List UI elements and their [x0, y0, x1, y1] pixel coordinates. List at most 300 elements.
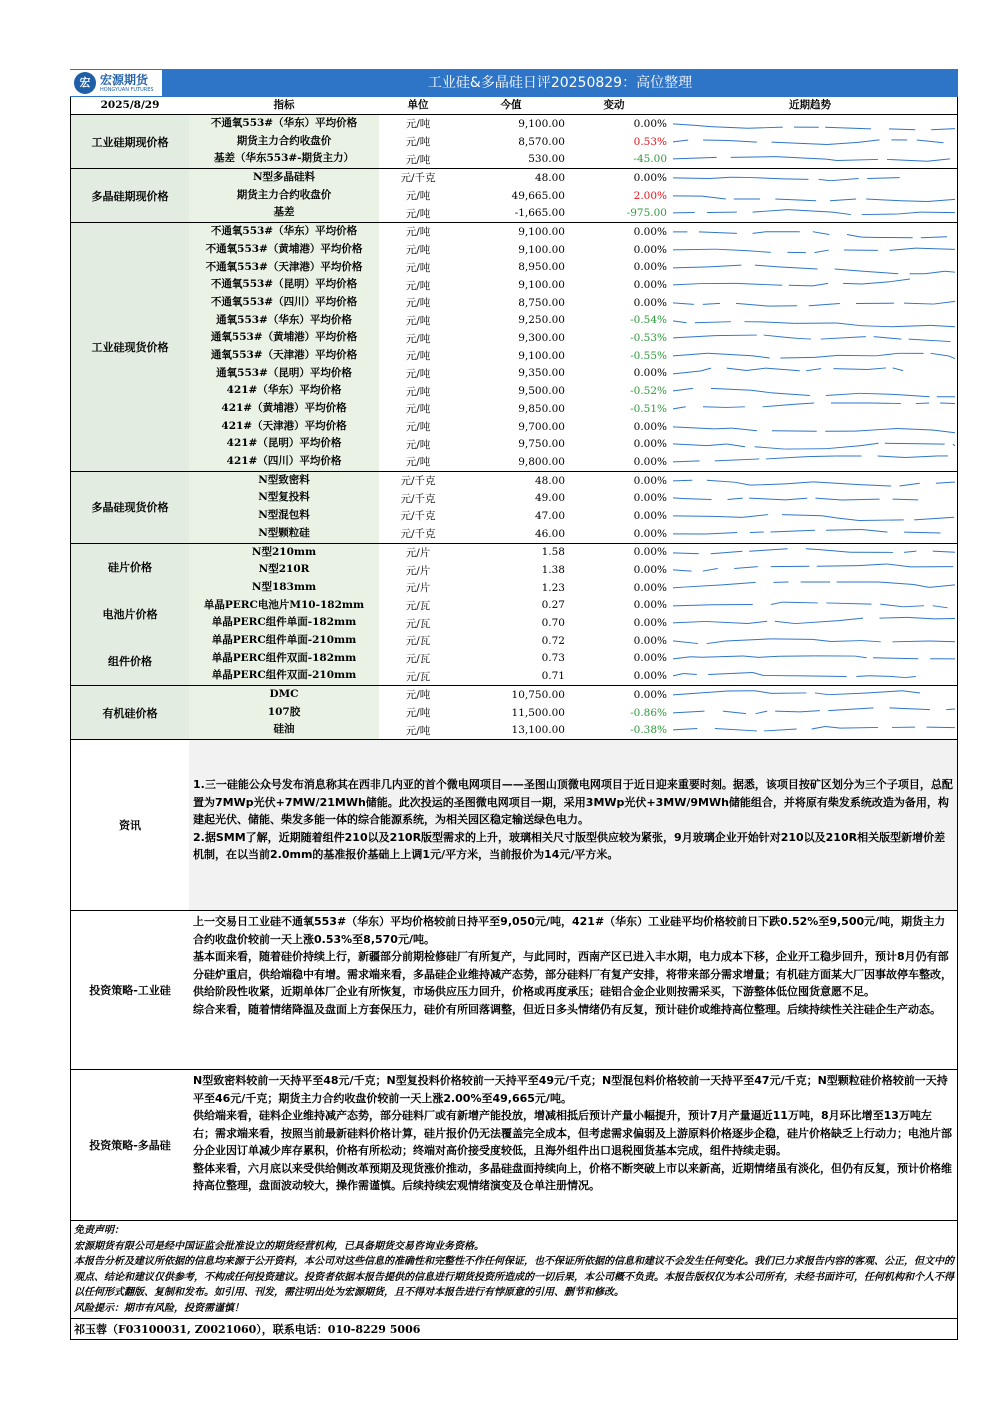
trend-segment	[746, 368, 765, 370]
trend-segment	[709, 177, 731, 178]
trend-segment	[835, 268, 865, 270]
trend-cell	[671, 418, 957, 436]
indicator-value: 1.23	[541, 581, 565, 594]
trend-segment	[905, 456, 936, 458]
indicator-name: N型210mm	[189, 544, 379, 562]
indicator-unit: 元/吨	[405, 226, 431, 239]
indicator-value: 0.73	[541, 652, 565, 665]
indicator-value: 9,100.00	[518, 279, 565, 292]
indicator-value: 9,100.00	[518, 349, 565, 362]
trend-segment	[880, 618, 908, 619]
indicator-change: 0.00%	[633, 581, 667, 594]
indicator-value: 530.00	[528, 153, 565, 166]
indicator-name: 421#（四川）平均价格	[189, 453, 379, 471]
trend-segment	[731, 157, 776, 158]
trend-segment	[847, 235, 862, 238]
trend-segment	[907, 618, 934, 619]
indicator-name: 通氧553#（黄埔港）平均价格	[189, 329, 379, 347]
trend-segment	[860, 394, 896, 395]
trend-segment	[756, 711, 768, 714]
trend-segment	[840, 728, 878, 729]
trend-segment	[785, 338, 799, 339]
trend-segment	[771, 602, 782, 604]
trend-segment	[727, 444, 745, 447]
trend-segment	[695, 321, 731, 322]
trend-segment	[826, 603, 871, 604]
indicator-name: 期货主力合约收盘价	[189, 133, 379, 151]
trend-segment	[736, 284, 782, 286]
trend-segment	[831, 641, 861, 642]
indicator-value: 48.00	[534, 474, 565, 487]
trend-segment	[890, 248, 916, 250]
risk-warning: 风险提示：期市有风险，投资需谨慎！	[74, 1302, 244, 1314]
trend-segment	[953, 444, 955, 446]
trend-segment	[795, 621, 839, 624]
trend-cell	[671, 133, 957, 151]
trend-segment	[930, 641, 955, 642]
disclaimer-line: 本报告分析及建议所依据的信息均来源于公开资料，本公司对这些信息的准确性和完整性不作任何保证，也不保证所依据的信息和建议不会发生任何变化。我们已力求报告内容的客观、公正，但文中的观点、结论和建议仅供参考，不构成任何投资建议。投资者依据本报告提供的信息进行期货投资所造成的一切后果，本公司概不负责。本报告版权仅为本公司所有，未经书面许可，任何机构和个人不得以任何形式翻版、复制和发布。如引用、刊发，需注明出处为宏源期货，且不得对本报告进行有悖原意的引用、删节和修改。	[74, 1256, 954, 1299]
trend-segment	[748, 127, 783, 128]
trend-sparkline	[671, 597, 957, 615]
indicator-name: 硅油	[189, 721, 379, 739]
trend-segment	[710, 127, 748, 129]
trend-segment	[762, 321, 795, 323]
news-category: 资讯	[119, 819, 141, 833]
indicator-name: N型183mm	[189, 579, 379, 597]
strategy-paragraph: 综合来看，随着情绪降温及盘面上方套保压力，硅价有所回落调整，但近日多头情绪仍有反复，预计硅价或维持高位整理。后续持续性关注硅企生产动态。	[193, 1002, 941, 1016]
trend-segment	[699, 232, 712, 233]
trend-segment	[867, 691, 902, 693]
indicator-unit: 元/吨	[405, 456, 431, 469]
trend-sparkline	[671, 365, 957, 383]
trend-segment	[746, 250, 770, 252]
table-row	[189, 223, 957, 241]
trend-segment	[839, 618, 863, 621]
trend-segment	[934, 301, 955, 304]
indicator-value: 9,350.00	[518, 367, 565, 380]
trend-segment	[673, 552, 699, 553]
trend-segment	[752, 356, 770, 358]
indicator-change: 0.00%	[633, 367, 667, 380]
indicator-name: 不通氧553#（天津港）平均价格	[189, 259, 379, 277]
trend-segment	[711, 551, 743, 553]
indicator-unit: 元/吨	[405, 421, 431, 434]
trend-sparkline	[671, 382, 957, 400]
indicator-change: 0.00%	[633, 634, 667, 647]
table-row	[189, 382, 957, 400]
trend-segment	[916, 403, 929, 404]
table-row	[189, 150, 957, 168]
trend-sparkline	[671, 150, 957, 168]
disclaimer-title: 免责声明：	[74, 1225, 124, 1237]
indicator-unit: 元/吨	[405, 279, 431, 292]
trend-segment	[789, 285, 813, 286]
trend-segment	[673, 158, 717, 159]
trend-segment	[729, 140, 757, 142]
trend-segment	[899, 483, 919, 486]
logo-text: 宏源期货	[100, 72, 149, 87]
trend-cell	[671, 241, 957, 259]
trend-segment	[772, 142, 801, 143]
trend-segment	[723, 711, 746, 714]
trend-segment	[734, 482, 750, 485]
trend-segment	[772, 639, 813, 640]
trend-segment	[755, 691, 772, 694]
indicator-name: 不通氧553#（昆明）平均价格	[189, 276, 379, 294]
trend-sparkline	[671, 489, 957, 507]
section-category	[71, 544, 189, 686]
indicator-change: 0.00%	[633, 688, 667, 701]
trend-segment	[867, 178, 899, 179]
indicator-name: 107胶	[189, 704, 379, 722]
trend-segment	[784, 179, 808, 180]
strategy-paragraph: 整体来看，六月底以来受供给侧改革预期及现货涨价推动，多晶硅盘面持续向上，价格不断突破上市以来新高，近期情绪虽有淡化，但仍有反复，预计价格维持高位整理，盘面波动较大，操作需谨慎。后续持续宏观情绪演变及仓单注册情况。	[193, 1161, 952, 1193]
trend-segment	[893, 368, 903, 371]
price-section	[70, 169, 958, 223]
indicator-change: 0.00%	[633, 420, 667, 433]
report-date: 2025/8/29	[100, 99, 160, 111]
trend-segment	[715, 335, 757, 336]
trend-segment	[874, 337, 902, 339]
news-body	[189, 740, 957, 910]
trend-segment	[753, 210, 788, 212]
trend-segment	[673, 178, 709, 179]
table-row	[189, 329, 957, 347]
trend-sparkline	[671, 259, 957, 277]
trend-segment	[897, 213, 921, 215]
indicator-unit: 元/片	[405, 564, 431, 577]
table-row	[189, 632, 957, 650]
trend-segment	[828, 693, 867, 695]
trend-segment	[878, 456, 906, 458]
trend-segment	[837, 323, 861, 326]
trend-sparkline	[671, 241, 957, 259]
trend-segment	[925, 271, 945, 273]
trend-segment	[800, 710, 820, 711]
table-row	[189, 721, 957, 739]
trend-cell	[671, 276, 957, 294]
section-category: 工业硅期现价格	[71, 115, 189, 168]
trend-segment	[755, 265, 779, 267]
strategy-paragraph: N型致密料较前一天持平至48元/千克；N型复投料价格较前一天持平至49元/千克；N型混包料价格较前一天持平至47元/千克；N型颗粒硅价格较前一天持平至46元/千克；期货主力合约收盘价较前一天上涨2.00%至49,665元/吨。	[193, 1074, 948, 1105]
trend-cell	[671, 115, 957, 133]
strategy-poly-body	[189, 1070, 957, 1220]
section-sublabel: 电池片价格	[102, 608, 158, 622]
trend-cell	[671, 507, 957, 525]
indicator-unit: 元/吨	[405, 190, 431, 203]
trend-segment	[896, 395, 930, 397]
trend-segment	[909, 339, 951, 341]
indicator-change: 0.00%	[633, 509, 667, 522]
trend-segment	[770, 530, 814, 532]
indicator-unit: 元/吨	[405, 118, 431, 131]
trend-cell	[671, 721, 957, 739]
indicator-unit: 元/瓦	[405, 670, 431, 683]
price-section	[70, 544, 958, 687]
trend-segment	[931, 353, 949, 356]
trend-sparkline	[671, 276, 957, 294]
report-sheet	[70, 69, 958, 1340]
indicator-value: 9,500.00	[518, 385, 565, 398]
trend-sparkline	[671, 667, 957, 685]
indicator-value: 9,850.00	[518, 402, 565, 415]
indicator-unit: 元/吨	[405, 297, 431, 310]
trend-segment	[766, 368, 800, 371]
trend-segment	[813, 482, 859, 485]
indicator-change: 0.00%	[633, 243, 667, 256]
trend-segment	[855, 428, 897, 431]
trend-cell	[671, 544, 957, 562]
trend-segment	[749, 548, 787, 551]
trend-segment	[673, 622, 705, 623]
trend-segment	[711, 389, 751, 391]
trend-cell	[671, 579, 957, 597]
indicator-change: 0.00%	[633, 296, 667, 309]
trend-segment	[673, 444, 707, 446]
trend-sparkline	[671, 686, 957, 704]
trend-segment	[860, 444, 879, 446]
trend-segment	[673, 140, 688, 142]
indicator-value: 47.00	[534, 509, 565, 522]
trend-segment	[673, 480, 692, 481]
trend-segment	[804, 676, 847, 677]
indicator-unit: 元/瓦	[405, 617, 431, 630]
indicator-value: 1.58	[541, 546, 565, 559]
trend-segment	[914, 584, 930, 587]
trend-segment	[927, 159, 950, 161]
trend-segment	[887, 564, 911, 567]
trend-cell	[671, 150, 957, 168]
trend-sparkline	[671, 525, 957, 543]
indicator-change: 0.53%	[633, 135, 667, 148]
trend-segment	[856, 676, 868, 677]
indicator-change: 2.00%	[633, 189, 667, 202]
trend-segment	[749, 499, 786, 501]
trend-cell	[671, 561, 957, 579]
trend-segment	[876, 353, 898, 356]
indicator-change: 0.00%	[633, 474, 667, 487]
trend-segment	[869, 676, 890, 677]
col-value-header: 今值	[500, 99, 522, 111]
trend-cell	[671, 223, 957, 241]
indicator-change: -975.00	[626, 207, 667, 220]
strategy-paragraph: 基本面来看，随着硅价持续上行，新疆部分前期检修硅厂有所复产，与此同时，西南产区已进入丰水期，电力成本下移，企业开工稳步回升，预计8月仍有部分硅炉重启，供给端稳中有增。需求端来看，多晶硅企业维持减产态势，部分硅料厂有复产安排，将带来部分需求增量；有机硅方面某大厂因事故停车整改，供给阶段性收紧，近期单体厂企业有所恢复，市场供应压力回升，价格或再度承压；硅铝合金企业则按需采买，下游整体低位囤货意愿不足。	[193, 950, 952, 999]
section-sublabel: 组件价格	[108, 655, 152, 669]
indicator-unit: 元/吨	[405, 207, 431, 220]
indicator-change: -45.00	[633, 153, 667, 166]
trend-cell	[671, 365, 957, 383]
trend-segment	[703, 407, 726, 408]
trend-segment	[714, 428, 731, 429]
trend-segment	[775, 157, 802, 158]
indicator-name: 不通氧553#（黄埔港）平均价格	[189, 241, 379, 259]
trend-segment	[836, 518, 859, 521]
table-row	[189, 686, 957, 704]
trend-segment	[707, 641, 726, 644]
indicator-unit: 元/瓦	[405, 652, 431, 665]
indicator-change: 0.00%	[633, 279, 667, 292]
trend-segment	[837, 160, 878, 161]
trend-segment	[834, 368, 868, 369]
trend-segment	[828, 708, 873, 711]
trend-segment	[813, 284, 829, 286]
trend-segment	[897, 428, 933, 429]
table-row	[189, 204, 957, 222]
trend-segment	[862, 529, 887, 532]
trend-segment	[766, 457, 807, 459]
price-section	[70, 472, 958, 544]
trend-segment	[673, 371, 700, 374]
trend-segment	[772, 430, 817, 431]
trend-segment	[673, 249, 716, 250]
trend-segment	[785, 482, 813, 484]
trend-cell	[671, 294, 957, 312]
trend-segment	[764, 729, 797, 731]
trend-segment	[880, 604, 903, 607]
table-row	[189, 294, 957, 312]
section-category: 有机硅价格	[71, 686, 189, 739]
trend-segment	[673, 427, 714, 429]
indicator-name: 单晶PERC组件单面-210mm	[189, 632, 379, 650]
trend-segment	[821, 337, 866, 339]
trend-segment	[862, 282, 891, 284]
trend-segment	[683, 674, 696, 675]
trend-segment	[859, 484, 891, 485]
trend-sparkline	[671, 329, 957, 347]
indicator-value: 0.27	[541, 599, 565, 612]
indicator-change: -0.86%	[630, 706, 667, 719]
section-category: 多晶硅现货价格	[71, 472, 189, 543]
table-row	[189, 276, 957, 294]
strategy-si-section	[70, 911, 958, 1070]
trend-cell	[671, 204, 957, 222]
trend-segment	[826, 394, 860, 396]
trend-segment	[867, 368, 886, 370]
trend-cell	[671, 686, 957, 704]
trend-segment	[905, 677, 916, 678]
price-section	[70, 115, 958, 169]
trend-segment	[929, 585, 955, 588]
trend-segment	[822, 516, 836, 518]
col-name-header: 指标	[273, 99, 295, 111]
trend-segment	[779, 404, 793, 405]
trend-cell	[671, 453, 957, 471]
strategy-paragraph: 上一交易日工业硅不通氧553#（华东）平均价格较前日持平至9,050元/吨，421#（华东）工业硅平均价格较前日下跌0.52%至9,500元/吨，期货主力合约收盘价较前一天上涨0.53%至8,570元/吨。	[193, 915, 946, 946]
trend-segment	[865, 271, 898, 273]
indicator-value: 9,100.00	[518, 243, 565, 256]
trend-cell	[671, 597, 957, 615]
trend-segment	[814, 250, 828, 253]
disclaimer	[70, 1221, 958, 1319]
indicator-unit: 元/千克	[400, 492, 436, 505]
indicator-name: 期货主力合约收盘价	[189, 187, 379, 205]
indicator-value: 1.38	[541, 564, 565, 577]
trend-segment	[812, 727, 826, 729]
trend-segment	[858, 564, 887, 566]
trend-segment	[732, 428, 757, 431]
trend-segment	[862, 214, 897, 215]
table-row	[189, 579, 957, 597]
trend-segment	[825, 727, 840, 729]
trend-segment	[859, 520, 904, 521]
indicator-name: 单晶PERC组件双面-182mm	[189, 650, 379, 668]
trend-segment	[858, 140, 879, 143]
indicator-value: 9,750.00	[518, 438, 565, 451]
table-row	[189, 259, 957, 277]
trend-segment	[904, 303, 934, 304]
trend-segment	[815, 499, 842, 501]
trend-segment	[904, 532, 940, 533]
trend-sparkline	[671, 704, 957, 722]
indicator-name: N型颗粒硅	[189, 525, 379, 543]
indicator-name: 基差	[189, 204, 379, 222]
table-row	[189, 507, 957, 525]
trend-segment	[780, 357, 814, 358]
trend-segment	[750, 484, 785, 485]
indicator-unit: 元/吨	[405, 332, 431, 345]
trend-segment	[793, 403, 814, 404]
trend-cell	[671, 347, 957, 365]
indicator-unit: 元/吨	[405, 689, 431, 702]
trend-segment	[673, 729, 697, 730]
indicator-unit: 元/吨	[405, 350, 431, 363]
trend-sparkline	[671, 187, 957, 205]
trend-segment	[695, 125, 710, 126]
trend-segment	[904, 551, 916, 552]
trend-segment	[705, 622, 747, 624]
trend-segment	[702, 196, 726, 199]
strategy-si-category: 投资策略-工业硅	[89, 984, 171, 998]
indicator-change: 0.00%	[633, 492, 667, 505]
indicator-unit: 元/片	[405, 546, 431, 559]
indicator-unit: 元/吨	[405, 438, 431, 451]
indicator-unit: 元/吨	[405, 261, 431, 274]
trend-sparkline	[671, 115, 957, 133]
trend-segment	[892, 641, 929, 642]
trend-segment	[708, 353, 752, 355]
trend-sparkline	[671, 561, 957, 579]
indicator-change: -0.54%	[630, 314, 667, 327]
trend-cell	[671, 632, 957, 650]
indicator-value: 0.70	[541, 617, 565, 630]
trend-sparkline	[671, 418, 957, 436]
trend-segment	[936, 482, 955, 483]
trend-sparkline	[671, 312, 957, 330]
indicator-value: 8,750.00	[518, 296, 565, 309]
indicator-name: 421#（华东）平均价格	[189, 382, 379, 400]
trend-segment	[715, 459, 759, 461]
trend-segment	[891, 325, 930, 326]
trend-segment	[916, 248, 955, 249]
trend-segment	[673, 407, 686, 409]
indicator-unit: 元/吨	[405, 367, 431, 380]
indicator-name: 421#（昆明）平均价格	[189, 435, 379, 453]
trend-cell	[671, 187, 957, 205]
trend-segment	[684, 585, 722, 587]
indicator-value: 8,570.00	[518, 135, 565, 148]
indicator-change: 0.00%	[633, 670, 667, 683]
trend-sparkline	[671, 632, 957, 650]
trend-segment	[826, 529, 862, 530]
trend-segment	[817, 566, 858, 567]
trend-segment	[726, 407, 744, 408]
table-row	[189, 667, 957, 685]
indicator-unit: 元/吨	[405, 136, 431, 149]
indicator-value: -1,665.00	[514, 207, 565, 220]
news-section	[70, 740, 958, 911]
trend-segment	[726, 639, 772, 641]
price-section	[70, 223, 958, 472]
